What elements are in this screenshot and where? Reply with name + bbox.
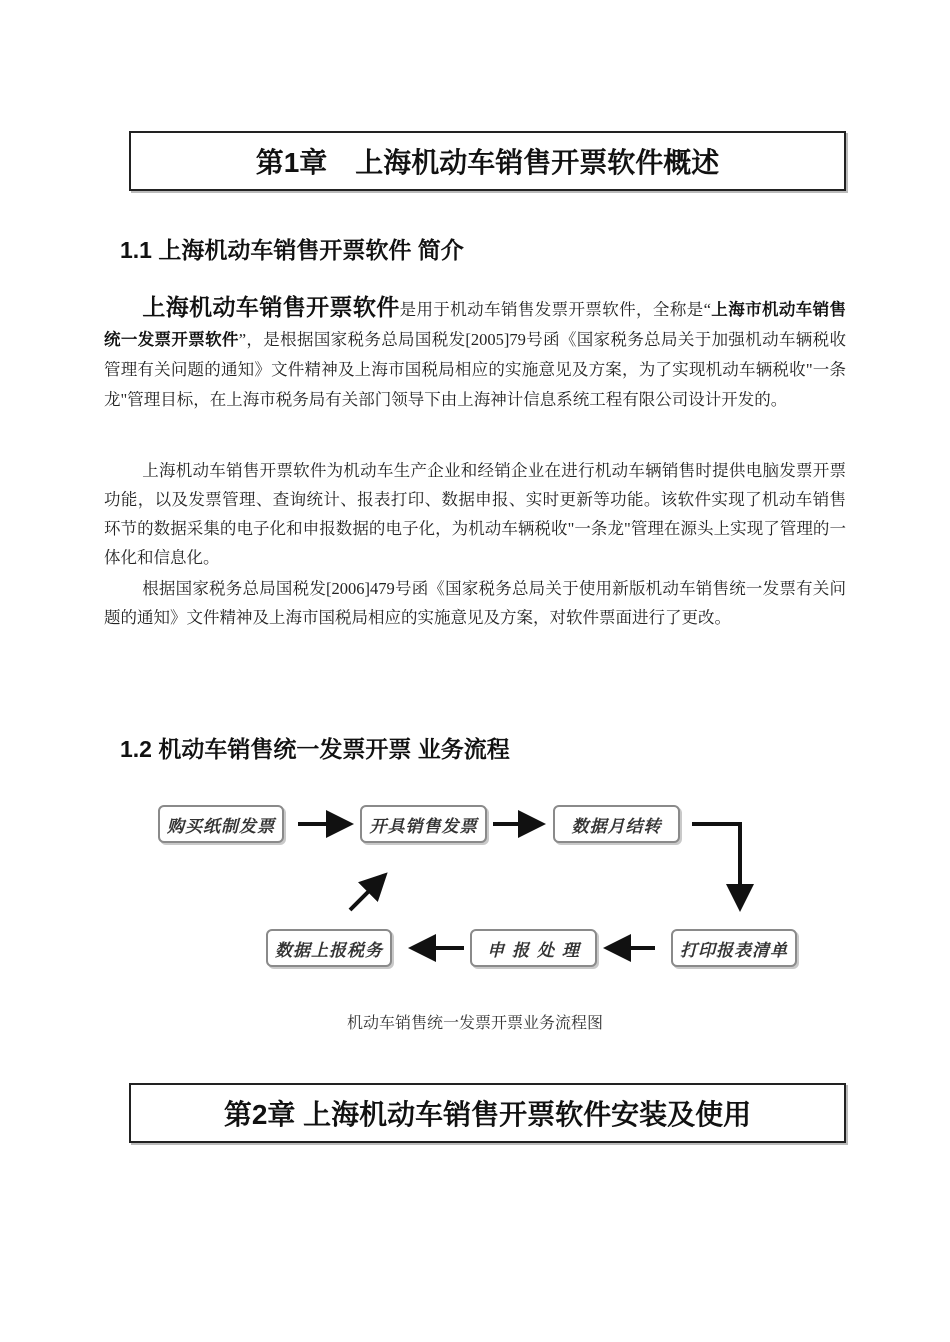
chapter-2-heading: [129, 1083, 846, 1143]
intro-text-2: ”，是根据国家税务总局国税发[2005]79号函《国家税务总局关于加强机动车辆税收管理有关问题的通知》文件精神及上海市国税局相应的实施意见及方案，为了实现机动车辆税收"一条龙"管理目标，在上海市税务局有关部门领导下由上海神计信息系统工程有限公司设计开发的。: [104, 330, 846, 409]
flow-step-monthly-data-transfer: 数据月结转: [553, 805, 680, 843]
arrow-step3-to-step4: [692, 824, 740, 904]
flow-step-issue-sales-invoice: 开具销售发票: [360, 805, 487, 843]
flow-step-print-report: 打印报表清单: [671, 929, 797, 967]
flow-step-buy-paper-invoice: 购买纸制发票: [158, 805, 284, 843]
business-flow-diagram: [150, 786, 810, 986]
software-full-name: 上海市机动车销售统一发票开票软件: [104, 301, 847, 349]
intro-paragraph-3-text: 根据国家税务总局国税发[2006]479号函《国家税务总局关于使用新版机动车销售统一发票有关问题的通知》文件精神及上海市国税局相应的实施意见及方案，对软件票面进行了更改。: [104, 579, 846, 627]
flow-step-declaration-process: 申 报 处 理: [470, 929, 597, 967]
section-1-2-heading: 1.2 机动车销售统一发票开票 业务流程: [120, 736, 510, 762]
chapter-1-heading: [129, 131, 846, 191]
intro-paragraph-2: [104, 456, 846, 572]
software-name-lead: 上海机动车销售开票软件: [142, 294, 400, 320]
intro-paragraph-1: [104, 292, 846, 415]
flow-caption: 机动车销售统一发票开票业务流程图: [346, 1015, 603, 1032]
chapter-2-title: 第2章 上海机动车销售开票软件安装及使用: [223, 1099, 752, 1130]
flow-step-report-tax-data: 数据上报税务: [266, 929, 392, 967]
section-1-1-heading: 1.1 上海机动车销售开票软件 简介: [120, 237, 464, 263]
intro-paragraph-2-text: 上海机动车销售开票软件为机动车生产企业和经销企业在进行机动车辆销售时提供电脑发票开票功能，以及发票管理、查询统计、报表打印、数据申报、实时更新等功能。该软件实现了机动车销售环节的数据采集的电子化和申报数据的电子化，为机动车辆税收"一条龙"管理在源头上实现了管理的一体化和信息化。: [104, 461, 846, 567]
intro-paragraph-3: [104, 574, 846, 632]
chapter-1-title: 第1章 上海机动车销售开票软件概述: [255, 147, 720, 178]
arrow-step6-to-step1: [350, 878, 382, 910]
intro-text-1: 是用于机动车销售发票开票软件，全称是“: [399, 300, 711, 319]
